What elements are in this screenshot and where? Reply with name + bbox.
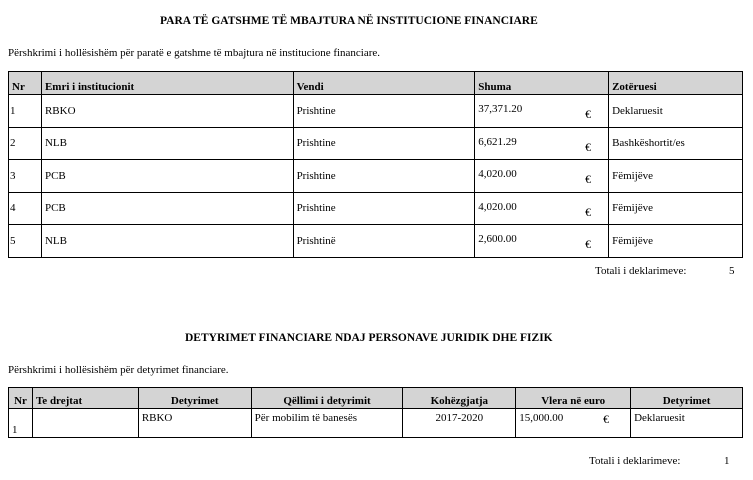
header-place: Vendi: [293, 72, 475, 95]
cell-place: Prishtine: [293, 95, 475, 128]
table-header-row: [9, 72, 743, 95]
header-rights: Te drejtat: [32, 388, 138, 409]
header-amount: Shuma: [475, 72, 609, 95]
section1-title: PARA TË GATSHME TË MBAJTURA NË INSTITUCIONE FINANCIARE: [160, 15, 538, 27]
euro-symbol: €: [585, 107, 592, 122]
table-row: [9, 192, 743, 225]
cell-nr: 2: [9, 127, 42, 160]
cell-nr: 1: [9, 95, 42, 128]
section1-description: Përshkrimi i hollësishëm për paratë e gatshme të mbajtura në institucione financiare.: [8, 47, 381, 59]
cell-place: Prishtine: [293, 192, 475, 225]
cell-institution: NLB: [41, 127, 293, 160]
euro-symbol: €: [603, 412, 610, 426]
table-row: [9, 95, 743, 128]
header-owner: Zotëruesi: [609, 72, 743, 95]
section2-title: DETYRIMET FINANCIARE NDAJ PERSONAVE JURIDIK DHE FIZIK: [185, 332, 553, 344]
euro-symbol: €: [585, 237, 592, 252]
table-row: [9, 127, 743, 160]
table-row: [9, 409, 743, 438]
cell-duration: 2017-2020: [403, 409, 516, 438]
cell-amount: [475, 192, 609, 225]
cell-institution: RBKO: [41, 95, 293, 128]
cell-nr: 1: [9, 409, 33, 438]
cell-owner: Deklaruesit: [609, 95, 743, 128]
financial-institutions-table: [8, 71, 743, 258]
cell-place: Prishtine: [293, 160, 475, 193]
value-amount: 15,000.00: [519, 412, 564, 424]
cell-purpose: Për mobilim të banesës: [251, 409, 403, 438]
table-row: [9, 160, 743, 193]
financial-liabilities-table: [8, 387, 743, 438]
cell-value: [516, 409, 631, 438]
header-duration: Kohëzgjatja: [403, 388, 516, 409]
cell-institution: NLB: [41, 225, 293, 258]
header-value: Vlera në euro: [516, 388, 631, 409]
cell-amount: [475, 95, 609, 128]
cell-amount: [475, 160, 609, 193]
amount-value: 4,020.00: [478, 200, 517, 213]
cell-owner: Fëmijëve: [609, 225, 743, 258]
table-header-row: [9, 388, 743, 409]
header-liabilities: Detyrimet: [631, 388, 743, 409]
amount-value: 2,600.00: [478, 233, 517, 246]
cell-nr: 3: [9, 160, 42, 193]
cell-owner: Bashkëshortit/es: [609, 127, 743, 160]
header-purpose: Qëllimi i detyrimit: [251, 388, 403, 409]
cell-liabilities: Deklaruesit: [631, 409, 743, 438]
cell-amount: [475, 225, 609, 258]
cell-rights: [32, 409, 138, 438]
amount-value: 37,371.20: [478, 103, 523, 116]
euro-symbol: €: [585, 172, 592, 187]
cell-nr: 4: [9, 192, 42, 225]
section2-total-label: Totali i deklarimeve:: [589, 455, 681, 467]
cell-owner: Fëmijëve: [609, 192, 743, 225]
amount-value: 4,020.00: [478, 168, 517, 181]
cell-nr: 5: [9, 225, 42, 258]
cell-place: Prishtinë: [293, 225, 475, 258]
section1-total-label: Totali i deklarimeve:: [595, 265, 687, 277]
header-institution: Emri i institucionit: [41, 72, 293, 95]
cell-amount: [475, 127, 609, 160]
euro-symbol: €: [585, 139, 592, 154]
table-row: [9, 225, 743, 258]
header-nr: Nr: [9, 388, 33, 409]
section1-total-value: 5: [729, 265, 735, 277]
cell-place: Prishtine: [293, 127, 475, 160]
cell-institution: PCB: [41, 160, 293, 193]
section2-description: Përshkrimi i hollësishëm për detyrimet financiare.: [8, 364, 229, 376]
cell-owner: Fëmijëve: [609, 160, 743, 193]
cell-institution: PCB: [41, 192, 293, 225]
euro-symbol: €: [585, 204, 592, 219]
amount-value: 6,621.29: [478, 135, 517, 148]
cell-liability: RBKO: [138, 409, 251, 438]
section2-total-value: 1: [724, 455, 730, 467]
header-nr: Nr: [9, 72, 42, 95]
header-liability: Detyrimet: [138, 388, 251, 409]
